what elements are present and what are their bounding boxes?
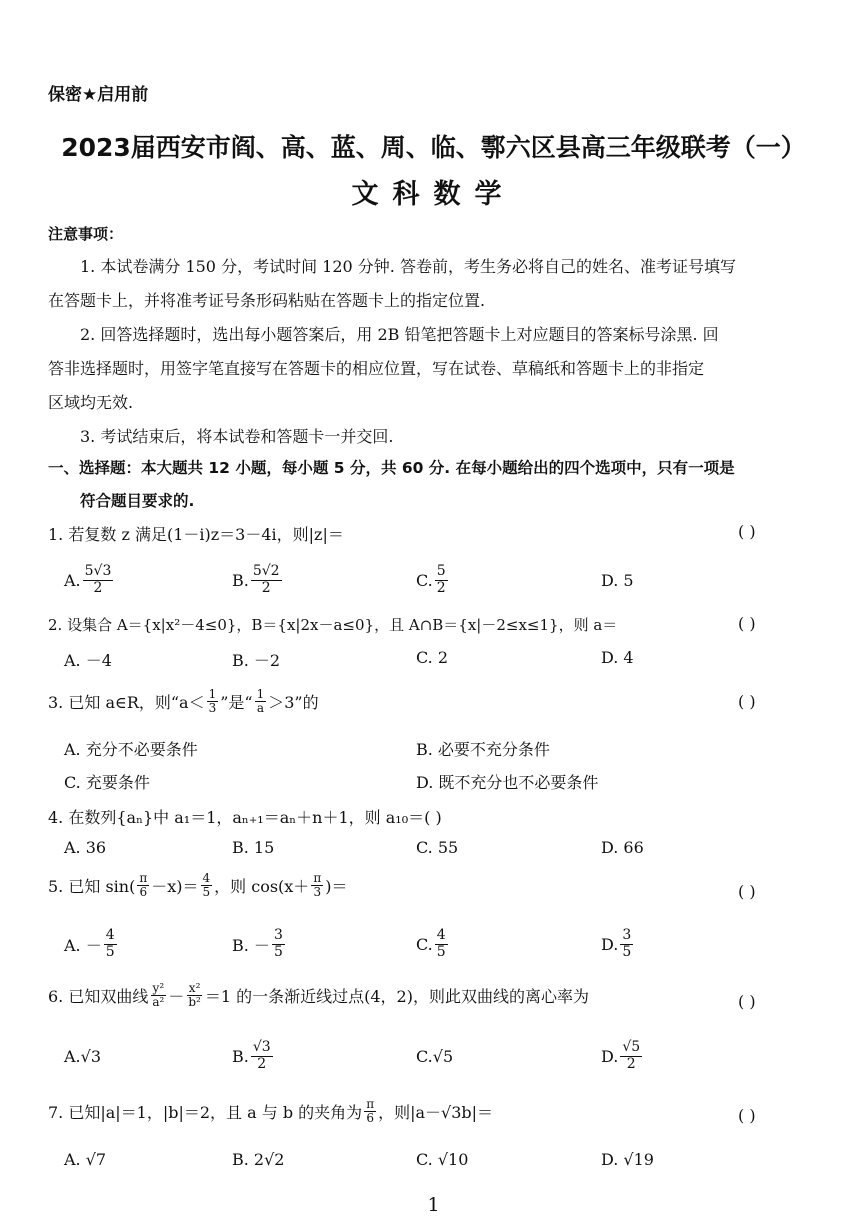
section-1-heading: 一、选择题：本大题共 12 小题，每小题 5 分，共 60 分. 在每小题给出的四个选项中，只有一项是 xyxy=(48,459,735,477)
note-2-line-2: 答非选择题时，用签字笔直接写在答题卡的相应位置，写在试卷、草稿纸和答题卡上的非指定 xyxy=(48,359,705,378)
answer-paren: ( ) xyxy=(738,1106,756,1125)
question-3-stem: 3. 已知 a∈R，则“a＜ $\frac{1}{3}$ ”是“ $\frac{1}{a}$ ＞3”的 xyxy=(48,687,319,716)
option-d: D. √19 xyxy=(601,1150,654,1169)
option-d: D. 既不充分也不必要条件 xyxy=(416,773,599,792)
option-d: D. 66 xyxy=(601,838,644,857)
question-5-stem: 5. 已知 sin( $\frac{\pi}{6}$ －x)＝ $\frac{4}{5}$ ，则 cos(x＋ $\frac{\pi}{3}$ )＝ xyxy=(48,871,348,900)
option-c: C. $\frac{5}{2}$ xyxy=(416,563,446,596)
option-c: C. 55 xyxy=(416,838,459,857)
option-b: B. － $\frac{3}{5}$ xyxy=(232,927,283,960)
secret-label: 保密★启用前 xyxy=(48,85,149,105)
answer-paren: ( ) xyxy=(738,992,756,1011)
option-d: D. 5 xyxy=(601,570,634,590)
section-1-heading-cont: 符合题目要求的. xyxy=(80,492,195,510)
option-c: C. 充要条件 xyxy=(64,773,150,792)
question-7-stem: 7. 已知|a|＝1，|b|＝2，且 a 与 b 的夹角为 $\frac{\pi}{6}$ ，则|a－√3b|＝ xyxy=(48,1097,494,1126)
option-c: C. √10 xyxy=(416,1150,469,1169)
option-b: B. $\frac{√3}{2}$ xyxy=(232,1039,271,1072)
note-1-line-2: 在答题卡上，并将准考证号条形码粘贴在答题卡上的指定位置. xyxy=(48,291,486,310)
answer-paren: ( ) xyxy=(738,692,756,711)
option-c: C. 2 xyxy=(416,648,449,667)
note-3: 3. 考试结束后，将本试卷和答题卡一并交回. xyxy=(80,427,394,446)
page-number: 1 xyxy=(427,1194,440,1216)
subject-title: 文科数学 xyxy=(351,179,516,210)
note-2-line-1: 2. 回答选择题时，选出每小题答案后，用 2B 铅笔把答题卡上对应题目的答案标号涂黑. 回 xyxy=(80,325,719,344)
option-b: B. 2√2 xyxy=(232,1150,285,1169)
question-5-options xyxy=(64,918,784,970)
option-c: C. $\frac{4}{5}$ xyxy=(416,927,446,960)
option-a: A. $\frac{5√3}{2}$ xyxy=(64,563,112,596)
answer-paren: ( ) xyxy=(738,882,756,901)
option-b: B. 15 xyxy=(232,838,275,857)
option-d: D. 4 xyxy=(601,648,634,667)
question-1-options xyxy=(64,554,784,606)
option-a: A. 36 xyxy=(64,838,107,857)
note-1-line-1: 1. 本试卷满分 150 分，考试时间 120 分钟. 答卷前，考生务必将自己的姓名、准考证号填写 xyxy=(80,257,736,276)
option-b: B. 必要不充分条件 xyxy=(416,740,550,759)
option-a: A. 充分不必要条件 xyxy=(64,740,198,759)
note-2-line-3: 区域均无效. xyxy=(48,393,134,412)
question-6-stem: 6. 已知双曲线 $\frac{\text{y²}}{\text{a²}}$ － $\frac{\text{x²}}{\text{b²}}$ ＝1 的一条渐近线过点(4，2)，则此双曲线的离心率为 xyxy=(48,981,589,1010)
notes-heading: 注意事项： xyxy=(48,225,124,243)
option-a: A. －4 xyxy=(64,651,112,670)
option-a: A. √7 xyxy=(64,1150,107,1169)
option-d: D. $\frac{3}{5}$ xyxy=(601,927,632,960)
question-4-stem: 4. 在数列{aₙ}中 a₁＝1，aₙ₊₁＝aₙ＋n＋1，则 a₁₀＝( ) xyxy=(48,808,442,827)
question-6-options xyxy=(64,1030,784,1082)
exam-title: 2023届西安市阎、高、蓝、周、临、鄠六区县高三年级联考（一） xyxy=(61,133,806,162)
option-c: C. √5 xyxy=(416,1046,454,1066)
option-a: A. √3 xyxy=(64,1046,102,1066)
option-a: A. － $\frac{4}{5}$ xyxy=(64,927,115,960)
option-b: B. $\frac{5√2}{2}$ xyxy=(232,563,280,596)
answer-paren: ( ) xyxy=(738,522,756,541)
question-2-stem: 2. 设集合 A＝{x|x²－4≤0}，B＝{x|2x－a≤0}，且 A∩B＝{x|－2≤x≤1}，则 a＝ xyxy=(48,616,618,634)
option-b: B. －2 xyxy=(232,651,281,670)
option-d: D. $\frac{√5}{2}$ xyxy=(601,1039,641,1072)
answer-paren: ( ) xyxy=(738,614,756,633)
question-1-stem: 1. 若复数 z 满足(1－i)z＝3－4i，则|z|＝ xyxy=(48,525,344,544)
